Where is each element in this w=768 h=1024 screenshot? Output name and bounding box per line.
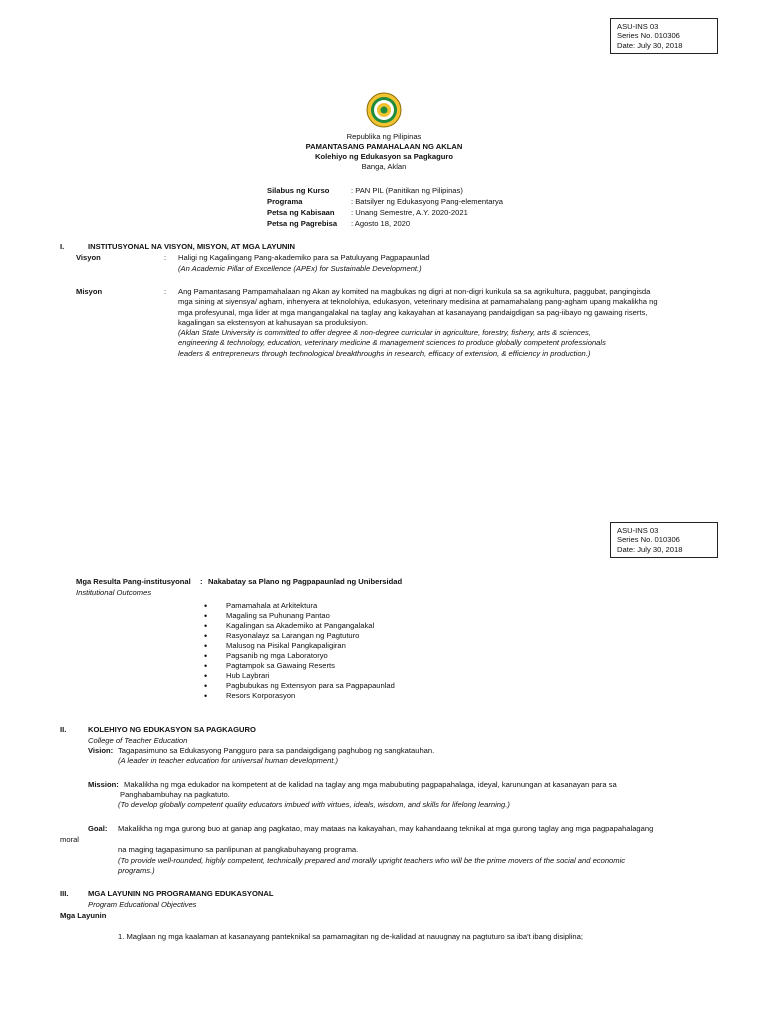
meta-row-effectivity — [267, 208, 468, 218]
vision-label: Visyon — [76, 253, 101, 262]
meta-value: : Batsilyer ng Edukasyong Pang-elementarya — [351, 197, 503, 206]
meta-row-course — [267, 186, 463, 196]
university-name: PAMANTASANG PAMAHALAAN NG AKLAN — [305, 141, 463, 151]
college-name: Kolehiyo ng Edukasyon sa Pagkaguro — [315, 151, 453, 161]
meta-value: : PAN PIL (Panitikan ng Pilipinas) — [351, 186, 463, 195]
list-item: • Magaling sa Puhunang Pantao — [204, 611, 395, 621]
doc-code: ASU-INS 03 — [617, 526, 659, 535]
meta-key: Programa — [267, 197, 303, 206]
cte-vision-text: Tagapasimuno sa Edukasyong Pangguro para sa pandaigdigang paghubog ng sangkatauhan. — [118, 746, 435, 755]
vision-text: Haligi ng Kagalingang Pang-akademiko para sa Patuluyang Pagpapaunlad — [178, 253, 430, 262]
mission-english-line: (Aklan State University is committed to offer degree & non-degree curricular in agriculture, forestry, fishery, arts & sciences, — [178, 328, 591, 338]
university-seal-logo — [366, 92, 402, 128]
meta-row-program — [267, 197, 503, 207]
list-item: • Pagbubukas ng Extensyon para sa Pagpapaunlad — [204, 681, 395, 691]
cte-mission-text: Makalikha ng mga edukador na kompetent at de kalidad na taglay ang mga mabubuting pagpapahalaga, ideyal, karunungan at kasanayan para sa — [124, 780, 617, 789]
republic-text: Republika ng Pilipinas — [346, 132, 422, 141]
outcomes-list — [204, 601, 395, 701]
mission-english-line: engineering & technology, education, veterinary medicine & management sciences to produce globally competent professionals — [178, 338, 606, 348]
section-title: INSTITUSYONAL NA VISYON, MISYON, AT MGA LAYUNIN — [88, 242, 296, 251]
cte-mission-label: Mission: — [88, 780, 119, 789]
mission-colon: : — [164, 287, 167, 296]
meta-key: Petsa ng Pagrebisa — [267, 219, 338, 228]
meta-value: : Unang Semestre, A.Y. 2020-2021 — [351, 208, 468, 217]
section-title: MGA LAYUNIN NG PROGRAMANG EDUKASYONAL — [88, 889, 274, 898]
doc-series: Series No. 010306 — [617, 535, 680, 545]
cte-goal-text-2: na maging tagapasimuno sa panlipunan at pangkabuhayang programa. — [118, 845, 359, 854]
outcomes-title: Nakabatay sa Plano ng Pagpapaunlad ng Unibersidad — [208, 577, 403, 586]
document-control-box-2 — [610, 522, 718, 558]
list-item: • Pamamahala at Arkitektura — [204, 601, 395, 611]
doc-date: Date: July 30, 2018 — [617, 544, 683, 554]
mission-line: mga profesyunal, mga lider at mga mangangalakal na taglay ang kakayahan at kasanayang pandaigdigan sa pag-iibayo ng gawaing riserts, — [178, 307, 648, 317]
document-control-box — [610, 18, 718, 54]
location-text: Banga, Aklan — [361, 161, 407, 171]
outcomes-colon: : — [200, 577, 203, 586]
outcomes-label-english: Institutional Outcomes — [76, 588, 152, 597]
list-item: • Rasyonalayz sa Larangan ng Pagtuturo — [204, 631, 395, 641]
outcomes-label: Mga Resulta Pang-institusyonal — [76, 577, 191, 586]
cte-goal-label: Goal: — [88, 824, 108, 833]
doc-series: Series No. 010306 — [617, 31, 680, 41]
meta-row-revision — [267, 219, 410, 229]
cte-goal-moral: moral — [60, 835, 79, 844]
cte-goal-english-2: programs.) — [118, 866, 155, 875]
objective-item-1: 1. Maglaan ng mga kaalaman at kasanayang panteknikal sa pamamagitan ng de-kalidad at nauugnay na pagtuturo sa iba't ibang disiplina; — [118, 932, 583, 941]
section-2-subtitle: College of Teacher Education — [88, 736, 188, 745]
mission-label: Misyon — [76, 287, 103, 296]
section-3-subtitle: Program Educational Objectives — [88, 900, 197, 909]
vision-english: (An Academic Pillar of Excellence (APEx) for Sustainable Development.) — [178, 264, 422, 273]
section-2-heading — [60, 725, 256, 735]
cte-mission-english: (To develop globally competent quality educators imbued with virtues, ideals, wisdom, and skills for lifelong learning.) — [118, 800, 510, 809]
list-item: • Pagsanib ng mga Laboratoryo — [204, 651, 395, 661]
cte-vision-english: (A leader in teacher education for universal human development.) — [118, 756, 339, 765]
doc-date: Date: July 30, 2018 — [617, 40, 683, 50]
vision-colon: : — [164, 253, 167, 262]
mission-english-line: leaders & entrepreneurs through technological breakthroughs in research, efficacy of extension, & efficiency in production.) — [178, 348, 591, 358]
mission-text — [178, 287, 658, 359]
cte-mission-text-2: Panghabambuhay na pagkatuto. — [120, 790, 230, 799]
meta-value: : Agosto 18, 2020 — [351, 219, 411, 228]
cte-goal-english-1: (To provide well-rounded, highly competent, technically prepared and morally upright teachers who will be the prime movers of the social and economic — [118, 856, 626, 865]
mission-line: mga sining at siyensya/ agham, inhenyera at teknolohiya, edukasyon, veterinary medisina at pamamahalang pang-agham upang makalikha ng — [178, 297, 658, 307]
list-item: • Resors Korporasyon — [204, 691, 395, 701]
list-item: • Hub Laybrari — [204, 671, 395, 681]
list-item: • Kagalingan sa Akademiko at Pangangalakal — [204, 621, 395, 631]
section-3-heading — [60, 889, 274, 899]
section-number: III. — [60, 889, 69, 898]
section-number: II. — [60, 725, 67, 734]
meta-key: Petsa ng Kabisaan — [267, 208, 335, 217]
section-number: I. — [60, 242, 65, 251]
meta-key: Silabus ng Kurso — [267, 186, 330, 195]
doc-code: ASU-INS 03 — [617, 22, 659, 31]
objectives-label: Mga Layunin — [60, 911, 107, 920]
mission-line: kagalingan sa ekstensyon at kahusayan sa produksiyon. — [178, 317, 368, 327]
cte-vision-label: Vision: — [88, 746, 114, 755]
list-item: • Pagtampok sa Gawaing Reserts — [204, 661, 395, 671]
mission-line: Ang Pamantasang Pampamahalaan ng Akan ay komited na magbukas ng digri at non-digri kurikula sa sa agrikultura, paggubat, pangingisda — [178, 287, 651, 296]
section-1-heading — [60, 242, 296, 252]
section-title: KOLEHIYO NG EDUKASYON SA PAGKAGURO — [88, 725, 256, 734]
list-item: • Malusog na Pisikal Pangkapaligiran — [204, 641, 395, 651]
header-block — [0, 132, 768, 171]
cte-goal-text: Makalikha ng mga gurong buo at ganap ang pagkatao, may mataas na kakayahan, may kahandaang teknikal at mga gurong taglay ang mga pagpapahalagang — [118, 824, 654, 833]
